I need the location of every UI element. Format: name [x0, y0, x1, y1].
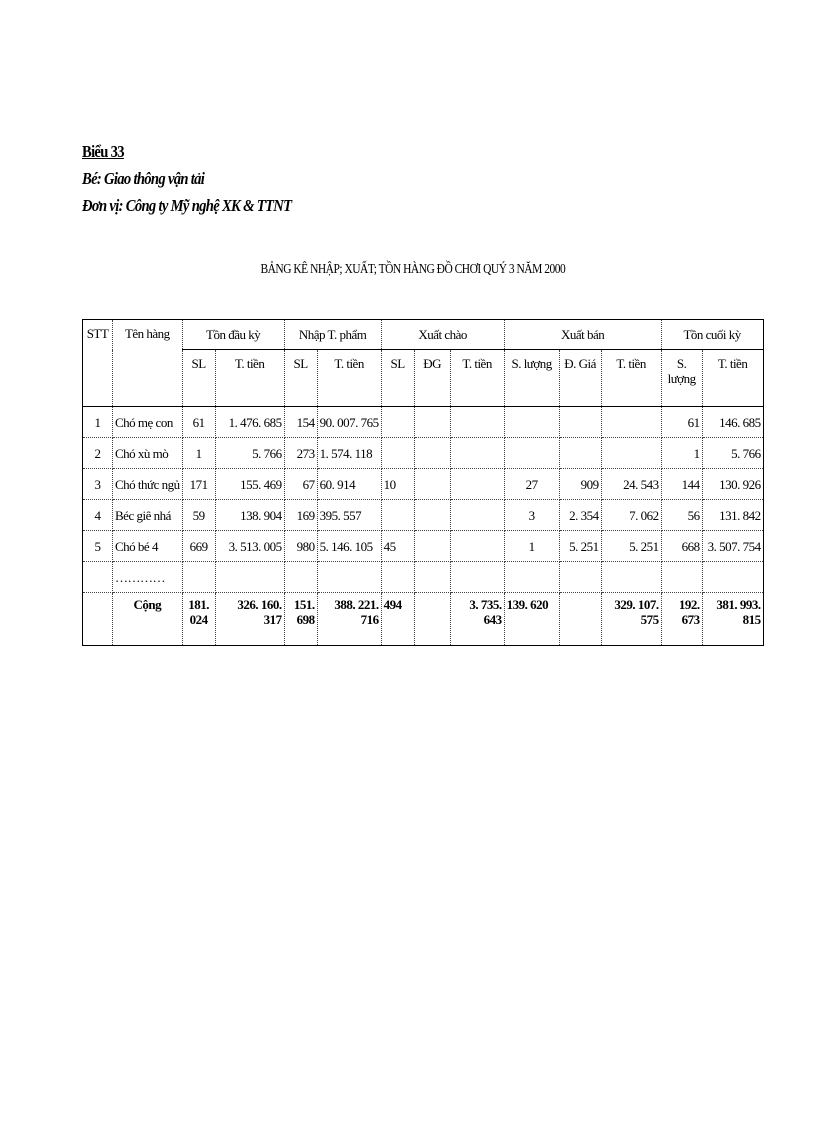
table-cell-xb-sl: 1 — [504, 531, 559, 562]
group-ton-cuoi-ky: Tồn cuối kỳ — [661, 320, 763, 350]
table-cell-stt: 1 — [83, 407, 113, 438]
table-cell-n-tt: 395. 557 — [317, 500, 381, 531]
table-cell-xc-tt — [450, 531, 504, 562]
table-cell-n-tt: 5. 146. 105 — [317, 531, 381, 562]
table-cell-xb-dg — [559, 407, 601, 438]
table-cell-tdk-sl — [182, 562, 215, 593]
table-cell-xb-tt: 24. 543 — [601, 469, 661, 500]
total-cell — [559, 593, 601, 646]
total-cell: 3. 735. 643 — [450, 593, 504, 646]
group-nhap: Nhập T. phẩm — [284, 320, 381, 350]
document-header — [82, 138, 325, 219]
table-cell-xb-dg — [559, 438, 601, 469]
inventory-table — [82, 319, 764, 646]
table-cell-n-tt: 1. 574. 118 — [317, 438, 381, 469]
table-cell-xc-dg — [414, 469, 450, 500]
table-cell-xc-tt — [450, 500, 504, 531]
table-cell-ten: Chó xù mò — [113, 438, 183, 469]
table-cell-xc-tt — [450, 562, 504, 593]
sub-header: T. tiền — [702, 350, 763, 407]
table-cell-tdk-tt — [215, 562, 284, 593]
table-cell-stt: 2 — [83, 438, 113, 469]
table-cell-xc-sl — [381, 407, 414, 438]
sub-header: SL — [381, 350, 414, 407]
table-cell-n-sl: 980 — [284, 531, 317, 562]
sub-header: T. tiền — [450, 350, 504, 407]
total-cell: 326. 160. 317 — [215, 593, 284, 646]
total-cell: 381. 993. 815 — [702, 593, 763, 646]
table-cell-xc-dg — [414, 500, 450, 531]
table-cell-n-tt: 60. 914 — [317, 469, 381, 500]
table-row — [83, 407, 764, 438]
table-cell-stt: 4 — [83, 500, 113, 531]
table-cell-tck-sl: 56 — [661, 500, 702, 531]
total-cell: 151. 698 — [284, 593, 317, 646]
table-cell-tck-tt: 3. 507. 754 — [702, 531, 763, 562]
table-cell-ten: Chó thức ngủ — [113, 469, 183, 500]
table-cell-tck-tt: 131. 842 — [702, 500, 763, 531]
table-cell-xb-dg — [559, 562, 601, 593]
table-cell-xb-dg: 909 — [559, 469, 601, 500]
header-row-sub — [83, 350, 764, 407]
table-cell-n-tt: 90. 007. 765 — [317, 407, 381, 438]
table-cell-xc-dg — [414, 407, 450, 438]
total-cell: 494 — [381, 593, 414, 646]
col-ten-hang: Tên hàng — [113, 320, 183, 407]
table-row — [83, 562, 764, 593]
table-cell-xc-dg — [414, 562, 450, 593]
total-cell: 388. 221. 716 — [317, 593, 381, 646]
table-cell-xb-sl: 3 — [504, 500, 559, 531]
sub-header: Đ. Giá — [559, 350, 601, 407]
table-cell-xc-tt — [450, 469, 504, 500]
table-cell-xb-sl: 27 — [504, 469, 559, 500]
table-row — [83, 438, 764, 469]
table-cell-xb-sl — [504, 562, 559, 593]
table-cell-n-sl: 154 — [284, 407, 317, 438]
group-ton-dau-ky: Tồn đầu kỳ — [182, 320, 284, 350]
total-cell: 139. 620 — [504, 593, 559, 646]
table-cell-xc-sl — [381, 438, 414, 469]
table-cell-tdk-tt: 138. 904 — [215, 500, 284, 531]
table-cell-xc-sl — [381, 500, 414, 531]
form-number: Biểu 33 — [82, 142, 124, 161]
table-cell-tck-tt: 130. 926 — [702, 469, 763, 500]
table-cell-tck-tt: 146. 685 — [702, 407, 763, 438]
table-cell-tdk-tt: 3. 513. 005 — [215, 531, 284, 562]
table-cell-n-sl: 67 — [284, 469, 317, 500]
table-cell-tck-sl: 1 — [661, 438, 702, 469]
sub-header: S. lượng — [661, 350, 702, 407]
group-xuat-chao: Xuất chào — [381, 320, 504, 350]
table-cell-xb-tt — [601, 562, 661, 593]
table-cell-tck-sl: 61 — [661, 407, 702, 438]
table-cell-tck-tt — [702, 562, 763, 593]
table-cell-ten: ………… — [113, 562, 183, 593]
total-cell: 181. 024 — [182, 593, 215, 646]
table-cell-stt: 3 — [83, 469, 113, 500]
unit-line: Đơn vị: Công ty Mỹ nghệ XK & TTNT — [82, 196, 292, 215]
table-cell-tdk-tt: 5. 766 — [215, 438, 284, 469]
total-row — [83, 593, 764, 646]
table-cell-xb-dg: 2. 354 — [559, 500, 601, 531]
table-cell-xc-tt — [450, 438, 504, 469]
header-row-groups — [83, 320, 764, 350]
table-cell-tck-sl — [661, 562, 702, 593]
table-cell-xc-sl: 10 — [381, 469, 414, 500]
table-cell-tdk-sl: 669 — [182, 531, 215, 562]
total-cell — [414, 593, 450, 646]
total-cell: 329. 107. 575 — [601, 593, 661, 646]
sub-header: T. tiền — [601, 350, 661, 407]
table-cell-tdk-sl: 59 — [182, 500, 215, 531]
sub-header: T. tiền — [215, 350, 284, 407]
table-cell-xb-dg: 5. 251 — [559, 531, 601, 562]
table-cell-stt: 5 — [83, 531, 113, 562]
table-cell-xc-sl — [381, 562, 414, 593]
table-cell-tck-sl: 144 — [661, 469, 702, 500]
table-cell-xc-tt — [450, 407, 504, 438]
table-cell-tdk-sl: 61 — [182, 407, 215, 438]
total-cell: 192. 673 — [661, 593, 702, 646]
col-stt: STT — [83, 320, 113, 407]
ministry-line: Bé: Giao thông vận tải — [82, 169, 205, 188]
table-row — [83, 500, 764, 531]
sub-header: T. tiền — [317, 350, 381, 407]
table-cell-xb-tt: 7. 062 — [601, 500, 661, 531]
table-cell-tdk-sl: 171 — [182, 469, 215, 500]
group-xuat-ban: Xuất bán — [504, 320, 661, 350]
table-cell-xb-tt: 5. 251 — [601, 531, 661, 562]
total-stt — [83, 593, 113, 646]
sub-header: S. lượng — [504, 350, 559, 407]
table-cell-xb-tt — [601, 407, 661, 438]
sub-header: SL — [182, 350, 215, 407]
table-row — [83, 469, 764, 500]
table-cell-tdk-tt: 1. 476. 685 — [215, 407, 284, 438]
page-title: BẢNG KÊ NHẬP; XUẤT; TỒN HÀNG ĐỒ CHƠI QUÝ 3 NĂM 2000 — [260, 262, 566, 277]
table-cell-xc-sl: 45 — [381, 531, 414, 562]
table-cell-tck-sl: 668 — [661, 531, 702, 562]
table-cell-xb-sl — [504, 407, 559, 438]
table-cell-n-tt — [317, 562, 381, 593]
table-cell-tck-tt: 5. 766 — [702, 438, 763, 469]
table-cell-xc-dg — [414, 531, 450, 562]
sub-header: SL — [284, 350, 317, 407]
total-label: Cộng — [113, 593, 183, 646]
table-cell-n-sl — [284, 562, 317, 593]
table-cell-ten: Béc giê nhá — [113, 500, 183, 531]
table-cell-xb-tt — [601, 438, 661, 469]
table-cell-ten: Chó bé 4 — [113, 531, 183, 562]
table-cell-n-sl: 273 — [284, 438, 317, 469]
table-cell-tdk-sl: 1 — [182, 438, 215, 469]
table-cell-stt — [83, 562, 113, 593]
table-cell-ten: Chó mẹ con — [113, 407, 183, 438]
table-cell-tdk-tt: 155. 469 — [215, 469, 284, 500]
sub-header: ĐG — [414, 350, 450, 407]
table-row — [83, 531, 764, 562]
table-cell-xc-dg — [414, 438, 450, 469]
table-cell-n-sl: 169 — [284, 500, 317, 531]
table-body — [83, 407, 764, 593]
table-cell-xb-sl — [504, 438, 559, 469]
